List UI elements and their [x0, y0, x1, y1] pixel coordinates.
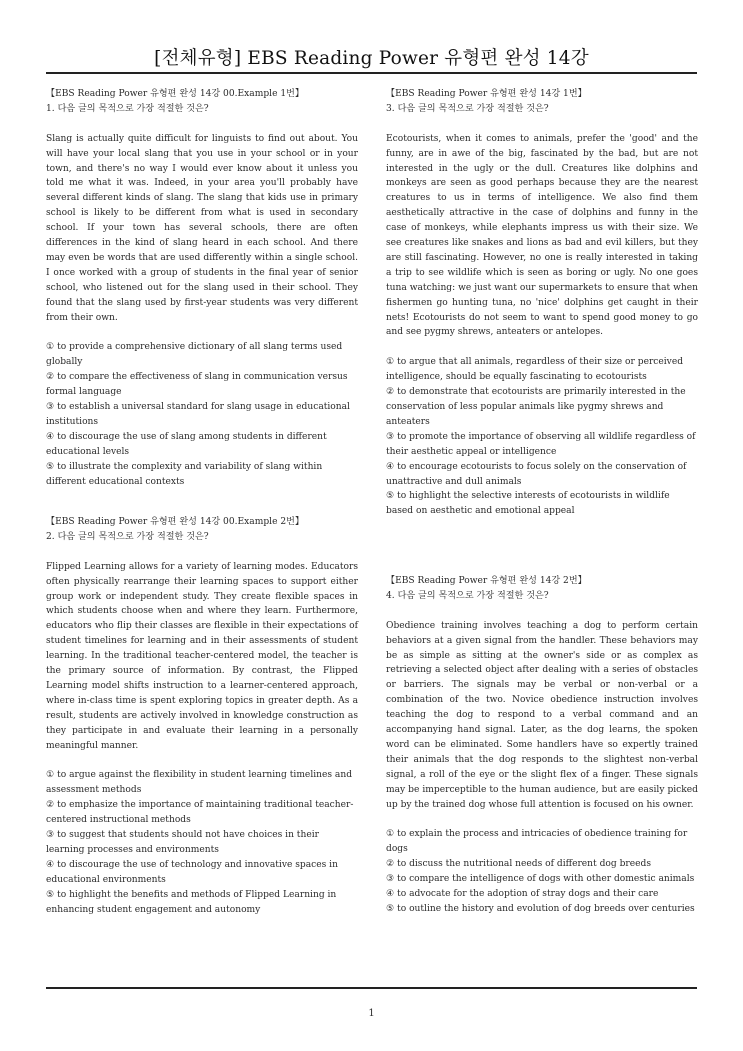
question-block-2 [46, 515, 358, 917]
question-source: 【EBS Reading Power 유형편 완성 14강 00.Example 2번】 [46, 517, 305, 527]
answer-option-5: ⑤ to highlight the selective interests of ecotourists in wildlife based on aesthetic and emotional appeal [386, 491, 670, 517]
answer-options [46, 768, 358, 917]
answer-option-1: ① to provide a comprehensive dictionary of all slang terms used globally [46, 342, 343, 368]
answer-option-5: ⑤ to illustrate the complexity and variability of slang within different educational contexts [46, 461, 323, 487]
answer-option-1: ① to explain the process and intricacies of obedience training for dogs [386, 829, 688, 855]
question-block-1 [46, 87, 358, 489]
answer-option-3: ③ to establish a universal standard for slang usage in educational institutions [46, 402, 350, 427]
answer-option-3: ③ to suggest that students should not have choices in their learning processes and environments [46, 830, 319, 855]
question-block-4 [386, 574, 698, 917]
answer-option-1: ① to argue against the flexibility in student learning timelines and assessment methods [46, 770, 353, 796]
question-source: 【EBS Reading Power 유형편 완성 14강 2번】 [386, 576, 587, 586]
answer-option-1: ① to argue that all animals, regardless of their size or perceived intelligence, should be equally fascinating to ecotourists [386, 357, 684, 383]
question-source: 【EBS Reading Power 유형편 완성 14강 1번】 [386, 89, 587, 99]
answer-option-4: ④ to discourage the use of technology and innovative spaces in educational environments [46, 859, 338, 885]
answer-option-4: ④ to advocate for the adoption of stray dogs and their care [386, 889, 659, 899]
question-passage: Slang is actually quite difficult for linguists to find out about. You will have your local slang that you use in your school or in your town, and there's no way I would ever know about it unless you told me what it was. Indeed, in your area you'll probably have several different kinds of slang. The slang that kids use in primary school is likely to be different from what is used in secondary school. If your town has several schools, there are often differences in the kind of slang heard in each school. And there may even be words that are used differently within a single school. I once worked with a group of students in the final year of senior school, who listened out for the slang used in their school. They found that the slang used by first-year students was very different from their own. [46, 133, 358, 323]
question-passage: Flipped Learning allows for a variety of learning modes. Educators often physically rearrange their learning spaces to support either group work or independent study. They create flexible spaces in which students choose when and where they learn. Furthermore, educators who flip their classes are flexible in their expectations of student timelines for learning and in their assessments of student learning. In the traditional teacher-centered model, the teacher is the primary source of information. By contrast, the Flipped Learning model shifts instruction to a learner-centered approach, where in-class time is spent exploring topics in greater depth. As a result, students are actively involved in knowledge construction as they participate in and evaluate their learning in a personally meaningful manner. [46, 561, 358, 751]
question-prompt: 2. 다음 글의 목적으로 가장 적절한 것은? [46, 531, 209, 542]
page-title: [전체유형] EBS Reading Power 유형편 완성 14강 [154, 48, 589, 69]
footer-divider [46, 987, 697, 989]
question-prompt: 1. 다음 글의 목적으로 가장 적절한 것은? [46, 103, 209, 114]
question-source: 【EBS Reading Power 유형편 완성 14강 00.Example 1번】 [46, 89, 305, 99]
answer-options [46, 340, 358, 489]
title-divider [46, 72, 697, 74]
answer-option-4: ④ to discourage the use of slang among students in different educational levels [46, 431, 327, 457]
answer-option-5: ⑤ to highlight the benefits and methods of Flipped Learning in enhancing student engagement and autonomy [46, 889, 337, 915]
answer-option-3: ③ to promote the importance of observing all wildlife regardless of their aesthetic appeal or intelligence [386, 431, 696, 457]
question-block-3 [386, 87, 698, 519]
answer-option-5: ⑤ to outline the history and evolution of dog breeds over centuries [386, 903, 695, 914]
answer-option-2: ② to demonstrate that ecotourists are primarily interested in the conservation of less popular animals like pygmy shrews and anteaters [386, 387, 686, 427]
question-prompt: 4. 다음 글의 목적으로 가장 적절한 것은? [386, 590, 549, 601]
question-passage: Obedience training involves teaching a dog to perform certain behaviors at a given signal from the handler. These behaviors may be as simple as sitting at the owner's side or as complex as retrieving a selected object after dealing with a series of obstacles or barriers. The signals may be verbal or non-verbal or a combination of the two. Novice obedience instruction involves teaching the dog to respond to a verbal command and an accompanying hand signal. Later, as the dog learns, the spoken word can be eliminated. Some handlers have so expertly trained their animals that the dog responds to the slightest non-verbal signal, a roll of the eye or the slight flex of a finger. These signals may be imperceptible to the human audience, but are easily picked up by the trained dog whose full attention is focused on his owner. [386, 620, 698, 810]
answer-options [386, 355, 698, 519]
answer-option-2: ② to compare the effectiveness of slang in communication versus formal language [46, 372, 348, 398]
question-prompt: 3. 다음 글의 목적으로 가장 적절한 것은? [386, 103, 549, 114]
question-passage: Ecotourists, when it comes to animals, prefer the 'good' and the funny, are in awe of the big, fascinated by the bad, but are not interested in the ugly or the dull. Creatures like dolphins and monkeys are seen as good perhaps because they are the nearest creatures to us in terms of intelligence. We also find them aesthetically attractive in the case of dolphins and funny in the case of monkeys, while elephants impress us with their size. We see creatures like snakes and lions as bad and evil killers, but they are still fascinating. However, no one is really interested in taking a trip to see wildlife which is seen as boring or ugly. No one goes tuna watching: we just want our supermarkets to ensure that when fishermen go hunting tuna, no 'nice' dolphins get caught in their nets! Ecotourists do not seem to want to spend good money to go and see pygmy shrews, anteaters or antelopes. [386, 133, 698, 338]
answer-option-3: ③ to compare the intelligence of dogs with other domestic animals [386, 874, 695, 885]
page-number: 1 [368, 1008, 375, 1019]
answer-option-2: ② to discuss the nutritional needs of different dog breeds [386, 859, 652, 870]
answer-option-4: ④ to encourage ecotourists to focus solely on the conservation of unattractive and dull animals [386, 461, 687, 487]
answer-option-2: ② to emphasize the importance of maintaining traditional teacher-centered instructional methods [46, 800, 354, 826]
answer-options [386, 827, 698, 916]
